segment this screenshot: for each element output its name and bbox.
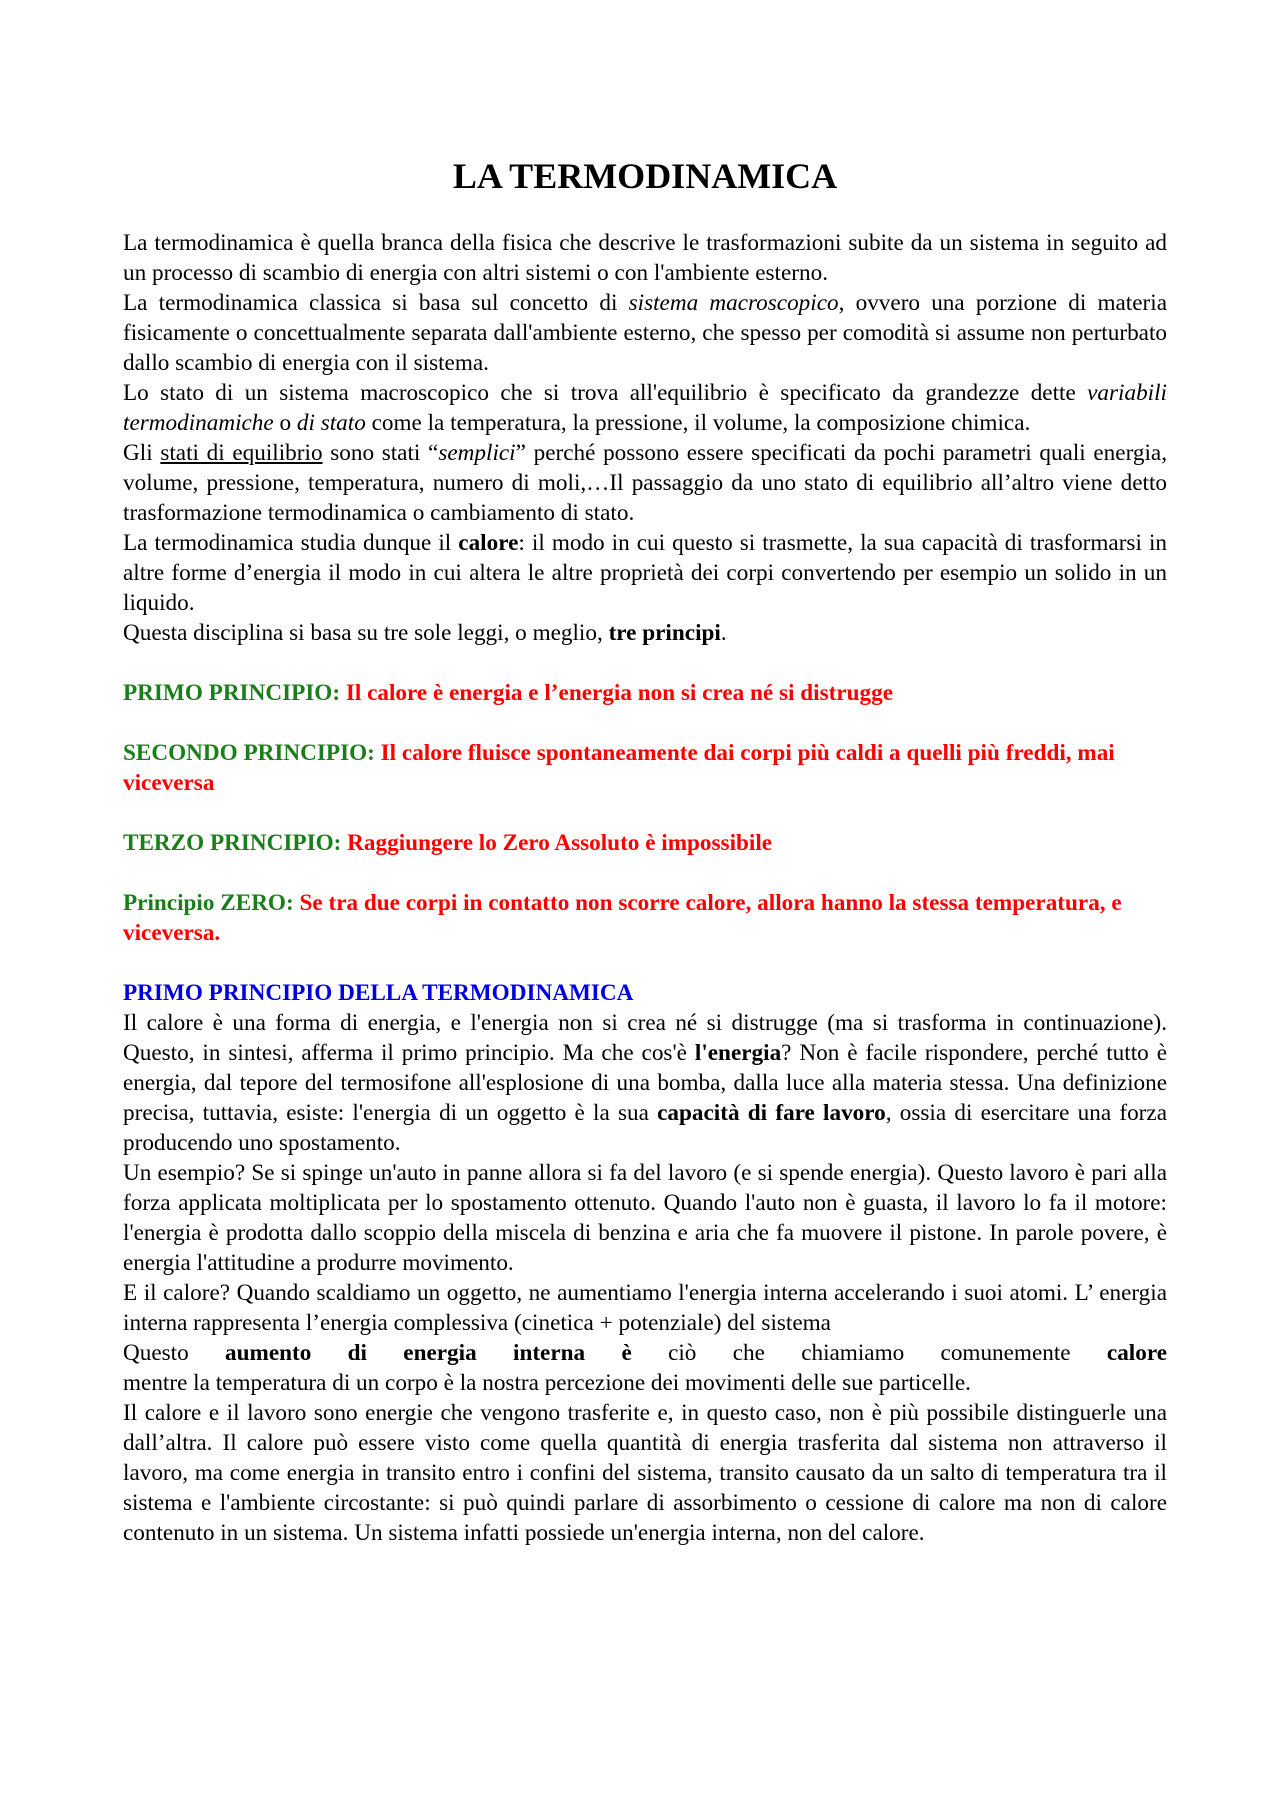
section-paragraph-3: E il calore? Quando scaldiamo un oggetto, ne aumentiamo l'energia interna accelerando i suoi atomi. L’ energia interna rappresenta l’energia complessiva (cinetica + potenziale) del sistema: [123, 1280, 1167, 1336]
section-paragraph-4: Questo aumento di energia interna è ciò che chiamiamo comunemente calore: [123, 1340, 1167, 1366]
page-title: LA TERMODINAMICA: [452, 156, 838, 196]
bold-term: aumento di energia interna è: [225, 1340, 632, 1366]
document-page: [123, 150, 1167, 1548]
bold-term: calore: [1106, 1340, 1167, 1366]
intro-paragraph-3: Lo stato di un sistema macroscopico che si trova all'equilibrio è specificato da grandezze dette variabili termodinamiche o di stato come la temperatura, la pressione, il volume, la composizione chimica.: [123, 380, 1167, 436]
principle-label: Principio ZERO:: [123, 890, 294, 916]
bold-term: l'energia: [694, 1040, 782, 1066]
intro-paragraph-5: La termodinamica studia dunque il calore: il modo in cui questo si trasmette, la sua capacità di trasformarsi in altre forme d’energia il modo in cui altera le altre proprietà dei corpi convertendo per esempio un solido in un liquido.: [123, 530, 1167, 616]
italic-term: sistema macroscopico: [628, 290, 839, 316]
principle-text: Il calore è energia e l’energia non si crea né si distrugge: [340, 680, 894, 706]
intro-paragraph-4: Gli stati di equilibrio sono stati “semplici” perché possono essere specificati da pochi parametri quali energia, volume, pressione, temperatura, numero di moli,…Il passaggio da uno stato di equilibrio all’altro viene detto trasformazione termodinamica o cambiamento di stato.: [123, 440, 1167, 526]
principle-first: [123, 678, 1167, 708]
section-heading: PRIMO PRINCIPIO DELLA TERMODINAMICA: [123, 980, 634, 1006]
italic-term: semplici: [438, 440, 516, 466]
principle-text: Il calore fluisce spontaneamente dai corpi più caldi a quelli più freddi, mai viceversa: [123, 740, 1115, 796]
principle-zero: [123, 888, 1167, 948]
intro-paragraph-1: La termodinamica è quella branca della fisica che descrive le trasformazioni subite da un sistema in seguito ad un processo di scambio di energia con altri sistemi o con l'ambiente esterno.: [123, 230, 1167, 286]
principle-text: Raggiungere lo Zero Assoluto è impossibile: [341, 830, 773, 856]
principle-third: [123, 828, 1167, 858]
section-paragraph-2: Un esempio? Se si spinge un'auto in panne allora si fa del lavoro (e si spende energia). Questo lavoro è pari alla forza applicata moltiplicata per lo spostamento ottenuto. Quando l'auto non è guasta, il lavoro lo fa il motore: l'energia è prodotta dallo scoppio della miscela di benzina e aria che fa muovere il pistone. In parole povere, è energia l'attitudine a produrre movimento.: [123, 1160, 1167, 1276]
intro-paragraph-2: La termodinamica classica si basa sul concetto di sistema macroscopico, ovvero una porzione di materia fisicamente o concettualmente separata dall'ambiente esterno, che spesso per comodità si assume non perturbato dallo scambio di energia con il sistema.: [123, 290, 1167, 376]
bold-term: tre principi: [608, 620, 721, 646]
section-paragraph-1: Il calore è una forma di energia, e l'energia non si crea né si distrugge (ma si trasforma in continuazione). Questo, in sintesi, afferma il primo principio. Ma che cos'è l'energia? Non è facile rispondere, perché tutto è energia, dal tepore del termosifone all'esplosione di una bomba, dalla luce alla materia stessa. Una definizione precisa, tuttavia, esiste: l'energia di un oggetto è la sua capacità di fare lavoro, ossia di esercitare una forza producendo uno spostamento.: [123, 1010, 1167, 1156]
principle-text: Se tra due corpi in contatto non scorre calore, allora hanno la stessa temperatura, e viceversa.: [123, 890, 1122, 946]
italic-term: variabili termodinamiche: [123, 380, 1167, 436]
section-paragraph-6: Il calore e il lavoro sono energie che vengono trasferite e, in questo caso, non è più possibile distinguerle una dall’altra. Il calore può essere visto come quella quantità di energia trasferita dal sistema non attraverso il lavoro, ma come energia in transito entro i confini del sistema, transito causato da un salto di temperatura tra il sistema e l'ambiente circostante: si può quindi parlare di assorbimento o cessione di calore ma non di calore contenuto in un sistema. Un sistema infatti possiede un'energia interna, non del calore.: [123, 1400, 1167, 1546]
intro-paragraph-6: Questa disciplina si basa su tre sole leggi, o meglio, tre principi.: [123, 620, 727, 646]
underlined-term: stati di equilibrio: [160, 440, 323, 466]
principle-second: [123, 738, 1167, 798]
section-paragraph-5: mentre la temperatura di un corpo è la nostra percezione dei movimenti delle sue particelle.: [123, 1370, 971, 1396]
bold-term: capacità di fare lavoro: [657, 1100, 886, 1126]
principle-label: TERZO PRINCIPIO:: [123, 830, 342, 856]
bold-term: calore: [458, 530, 519, 556]
principle-label: PRIMO PRINCIPIO:: [123, 680, 341, 706]
principle-label: SECONDO PRINCIPIO:: [123, 740, 375, 766]
italic-term: di stato: [296, 410, 366, 436]
